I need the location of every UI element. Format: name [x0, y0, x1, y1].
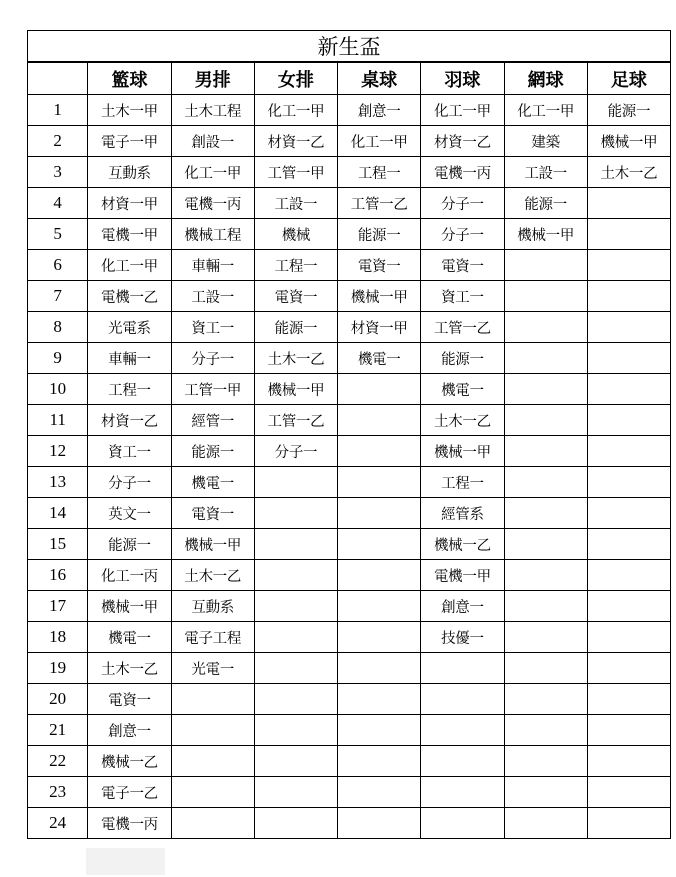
team-cell: [587, 684, 670, 715]
team-cell: [421, 777, 504, 808]
team-cell: [171, 777, 254, 808]
team-cell: 機電一: [171, 467, 254, 498]
team-cell: [338, 560, 421, 591]
row-number: 5: [28, 219, 88, 250]
team-cell: [254, 591, 337, 622]
table-row: [28, 560, 671, 591]
team-cell: 工管一甲: [254, 157, 337, 188]
row-number: 23: [28, 777, 88, 808]
team-cell: 土木一乙: [421, 405, 504, 436]
team-cell: [587, 560, 670, 591]
team-cell: 電資一: [171, 498, 254, 529]
row-number: 19: [28, 653, 88, 684]
team-cell: 機械一甲: [171, 529, 254, 560]
team-cell: 機電一: [338, 343, 421, 374]
team-cell: [504, 250, 587, 281]
team-cell: 土木一乙: [88, 653, 171, 684]
team-cell: 創意一: [88, 715, 171, 746]
table-row: [28, 622, 671, 653]
table-title: 新生盃: [28, 31, 671, 63]
header-table-tennis: 桌球: [338, 62, 421, 95]
team-cell: [254, 622, 337, 653]
team-cell: 工管一乙: [421, 312, 504, 343]
team-cell: 機械一甲: [338, 281, 421, 312]
row-number: 6: [28, 250, 88, 281]
team-cell: 創意一: [338, 95, 421, 126]
team-cell: [587, 467, 670, 498]
team-cell: [254, 746, 337, 777]
team-cell: 能源一: [88, 529, 171, 560]
team-cell: [338, 653, 421, 684]
team-cell: 電機一甲: [421, 560, 504, 591]
team-cell: 材資一乙: [88, 405, 171, 436]
row-number: 4: [28, 188, 88, 219]
team-cell: [587, 653, 670, 684]
team-cell: [504, 715, 587, 746]
team-cell: 電子一甲: [88, 126, 171, 157]
team-cell: 機械一甲: [587, 126, 670, 157]
table-row: [28, 312, 671, 343]
row-number: 22: [28, 746, 88, 777]
team-cell: 工設一: [504, 157, 587, 188]
team-cell: 機械: [254, 219, 337, 250]
team-cell: 化工一甲: [254, 95, 337, 126]
team-cell: [338, 436, 421, 467]
row-number: 2: [28, 126, 88, 157]
team-cell: 經管系: [421, 498, 504, 529]
team-cell: [338, 715, 421, 746]
team-cell: 車輛一: [171, 250, 254, 281]
team-cell: 技優一: [421, 622, 504, 653]
team-cell: 機械一甲: [504, 219, 587, 250]
table-row: [28, 188, 671, 219]
team-cell: 工設一: [171, 281, 254, 312]
corner-cell: [28, 62, 88, 95]
team-cell: 機電一: [88, 622, 171, 653]
row-number: 18: [28, 622, 88, 653]
team-cell: [504, 622, 587, 653]
team-cell: [504, 498, 587, 529]
table-row: [28, 591, 671, 622]
row-number: 21: [28, 715, 88, 746]
team-cell: [421, 746, 504, 777]
table-row: [28, 498, 671, 529]
team-cell: [587, 188, 670, 219]
team-cell: [254, 777, 337, 808]
team-cell: 機械一甲: [421, 436, 504, 467]
team-cell: 互動系: [171, 591, 254, 622]
team-cell: 工程一: [338, 157, 421, 188]
row-number: 20: [28, 684, 88, 715]
team-cell: 土木工程: [171, 95, 254, 126]
team-cell: 土木一乙: [587, 157, 670, 188]
team-cell: [587, 498, 670, 529]
team-cell: [254, 560, 337, 591]
team-cell: 電資一: [338, 250, 421, 281]
team-cell: [504, 777, 587, 808]
team-cell: [421, 715, 504, 746]
team-cell: 英文一: [88, 498, 171, 529]
team-cell: 能源一: [504, 188, 587, 219]
team-cell: [587, 591, 670, 622]
team-cell: 分子一: [421, 188, 504, 219]
team-cell: [421, 808, 504, 839]
team-cell: [587, 281, 670, 312]
team-cell: [254, 808, 337, 839]
table-row: [28, 250, 671, 281]
team-cell: 電機一丙: [88, 808, 171, 839]
table-row: [28, 436, 671, 467]
table-row: [28, 529, 671, 560]
team-cell: 電資一: [88, 684, 171, 715]
table-row: [28, 405, 671, 436]
team-cell: [504, 405, 587, 436]
team-cell: [338, 529, 421, 560]
team-cell: [504, 653, 587, 684]
header-mens-volleyball: 男排: [171, 62, 254, 95]
header-basketball: 籃球: [88, 62, 171, 95]
team-cell: [587, 777, 670, 808]
team-cell: 創意一: [421, 591, 504, 622]
footer-shaded-cell: [86, 848, 165, 875]
team-cell: [587, 250, 670, 281]
team-cell: 土木一乙: [171, 560, 254, 591]
team-cell: [504, 746, 587, 777]
team-cell: 光電一: [171, 653, 254, 684]
team-cell: [338, 622, 421, 653]
team-cell: [504, 591, 587, 622]
team-cell: 能源一: [338, 219, 421, 250]
team-cell: [338, 808, 421, 839]
team-cell: 電子工程: [171, 622, 254, 653]
team-cell: 能源一: [171, 436, 254, 467]
team-cell: 電資一: [254, 281, 337, 312]
table-row: [28, 95, 671, 126]
table-row: [28, 157, 671, 188]
row-number: 1: [28, 95, 88, 126]
team-cell: [254, 467, 337, 498]
team-cell: 土木一乙: [254, 343, 337, 374]
team-cell: [171, 808, 254, 839]
team-cell: 互動系: [88, 157, 171, 188]
team-cell: 化工一甲: [338, 126, 421, 157]
title-row: [28, 31, 671, 63]
team-cell: 分子一: [254, 436, 337, 467]
team-cell: 機械工程: [171, 219, 254, 250]
team-cell: 電子一乙: [88, 777, 171, 808]
team-cell: [504, 467, 587, 498]
team-cell: 分子一: [171, 343, 254, 374]
team-cell: [587, 374, 670, 405]
team-cell: 工程一: [254, 250, 337, 281]
team-cell: [338, 498, 421, 529]
team-cell: 建築: [504, 126, 587, 157]
team-cell: [587, 436, 670, 467]
row-number: 13: [28, 467, 88, 498]
team-cell: [338, 374, 421, 405]
table-row: [28, 467, 671, 498]
team-cell: 電資一: [421, 250, 504, 281]
team-cell: [171, 715, 254, 746]
team-cell: 工程一: [421, 467, 504, 498]
team-cell: [254, 715, 337, 746]
header-badminton: 羽球: [421, 62, 504, 95]
team-cell: 能源一: [254, 312, 337, 343]
team-cell: [587, 808, 670, 839]
team-cell: 工設一: [254, 188, 337, 219]
team-cell: 車輛一: [88, 343, 171, 374]
row-number: 16: [28, 560, 88, 591]
row-number: 15: [28, 529, 88, 560]
team-cell: 化工一甲: [171, 157, 254, 188]
team-cell: 電機一乙: [88, 281, 171, 312]
row-number: 17: [28, 591, 88, 622]
table-row: [28, 343, 671, 374]
table-row: [28, 219, 671, 250]
row-number: 24: [28, 808, 88, 839]
row-number: 3: [28, 157, 88, 188]
row-number: 8: [28, 312, 88, 343]
team-cell: [587, 746, 670, 777]
team-cell: [504, 436, 587, 467]
team-cell: [587, 343, 670, 374]
team-cell: 化工一甲: [504, 95, 587, 126]
team-cell: 土木一甲: [88, 95, 171, 126]
team-cell: [504, 281, 587, 312]
team-cell: 材資一乙: [421, 126, 504, 157]
team-cell: 工程一: [88, 374, 171, 405]
team-cell: [587, 219, 670, 250]
team-cell: [338, 684, 421, 715]
team-cell: [587, 405, 670, 436]
team-cell: 資工一: [421, 281, 504, 312]
team-cell: [338, 467, 421, 498]
table-body: [28, 95, 671, 839]
team-cell: 工管一乙: [254, 405, 337, 436]
team-cell: 機械一甲: [254, 374, 337, 405]
team-cell: [504, 343, 587, 374]
team-cell: [338, 405, 421, 436]
table-row: [28, 684, 671, 715]
team-cell: [171, 684, 254, 715]
table-row: [28, 715, 671, 746]
header-womens-volleyball: 女排: [254, 62, 337, 95]
table-row: [28, 126, 671, 157]
team-cell: 分子一: [421, 219, 504, 250]
team-cell: 分子一: [88, 467, 171, 498]
team-cell: 材資一甲: [88, 188, 171, 219]
team-cell: [504, 560, 587, 591]
table-row: [28, 281, 671, 312]
team-cell: 工管一甲: [171, 374, 254, 405]
team-cell: [338, 591, 421, 622]
team-cell: 工管一乙: [338, 188, 421, 219]
team-cell: 能源一: [421, 343, 504, 374]
team-cell: 能源一: [587, 95, 670, 126]
row-number: 11: [28, 405, 88, 436]
team-cell: [587, 312, 670, 343]
team-cell: [587, 715, 670, 746]
team-cell: [254, 498, 337, 529]
team-cell: 創設一: [171, 126, 254, 157]
team-cell: [254, 653, 337, 684]
table-row: [28, 808, 671, 839]
team-cell: 經管一: [171, 405, 254, 436]
team-cell: [504, 312, 587, 343]
team-cell: 機械一乙: [88, 746, 171, 777]
table-row: [28, 374, 671, 405]
row-number: 14: [28, 498, 88, 529]
team-cell: [171, 746, 254, 777]
table-row: [28, 653, 671, 684]
row-number: 9: [28, 343, 88, 374]
team-cell: [504, 529, 587, 560]
team-cell: 機械一甲: [88, 591, 171, 622]
team-cell: [338, 777, 421, 808]
team-cell: [338, 746, 421, 777]
team-cell: 資工一: [171, 312, 254, 343]
team-cell: [504, 374, 587, 405]
team-cell: [254, 529, 337, 560]
team-cell: 材資一甲: [338, 312, 421, 343]
team-cell: 光電系: [88, 312, 171, 343]
team-cell: [587, 622, 670, 653]
team-cell: 機電一: [421, 374, 504, 405]
team-cell: 資工一: [88, 436, 171, 467]
team-cell: 化工一甲: [88, 250, 171, 281]
team-cell: [254, 684, 337, 715]
freshman-cup-table: [27, 30, 671, 839]
header-row: [28, 62, 671, 95]
team-cell: 電機一甲: [88, 219, 171, 250]
row-number: 7: [28, 281, 88, 312]
header-soccer: 足球: [587, 62, 670, 95]
table-row: [28, 746, 671, 777]
team-cell: [504, 808, 587, 839]
team-cell: 電機一丙: [421, 157, 504, 188]
team-cell: 材資一乙: [254, 126, 337, 157]
team-cell: [421, 653, 504, 684]
team-cell: 機械一乙: [421, 529, 504, 560]
team-cell: 化工一丙: [88, 560, 171, 591]
team-cell: 化工一甲: [421, 95, 504, 126]
row-number: 10: [28, 374, 88, 405]
team-cell: [504, 684, 587, 715]
row-number: 12: [28, 436, 88, 467]
team-cell: [421, 684, 504, 715]
table-row: [28, 777, 671, 808]
header-tennis: 網球: [504, 62, 587, 95]
team-cell: 電機一丙: [171, 188, 254, 219]
team-cell: [587, 529, 670, 560]
